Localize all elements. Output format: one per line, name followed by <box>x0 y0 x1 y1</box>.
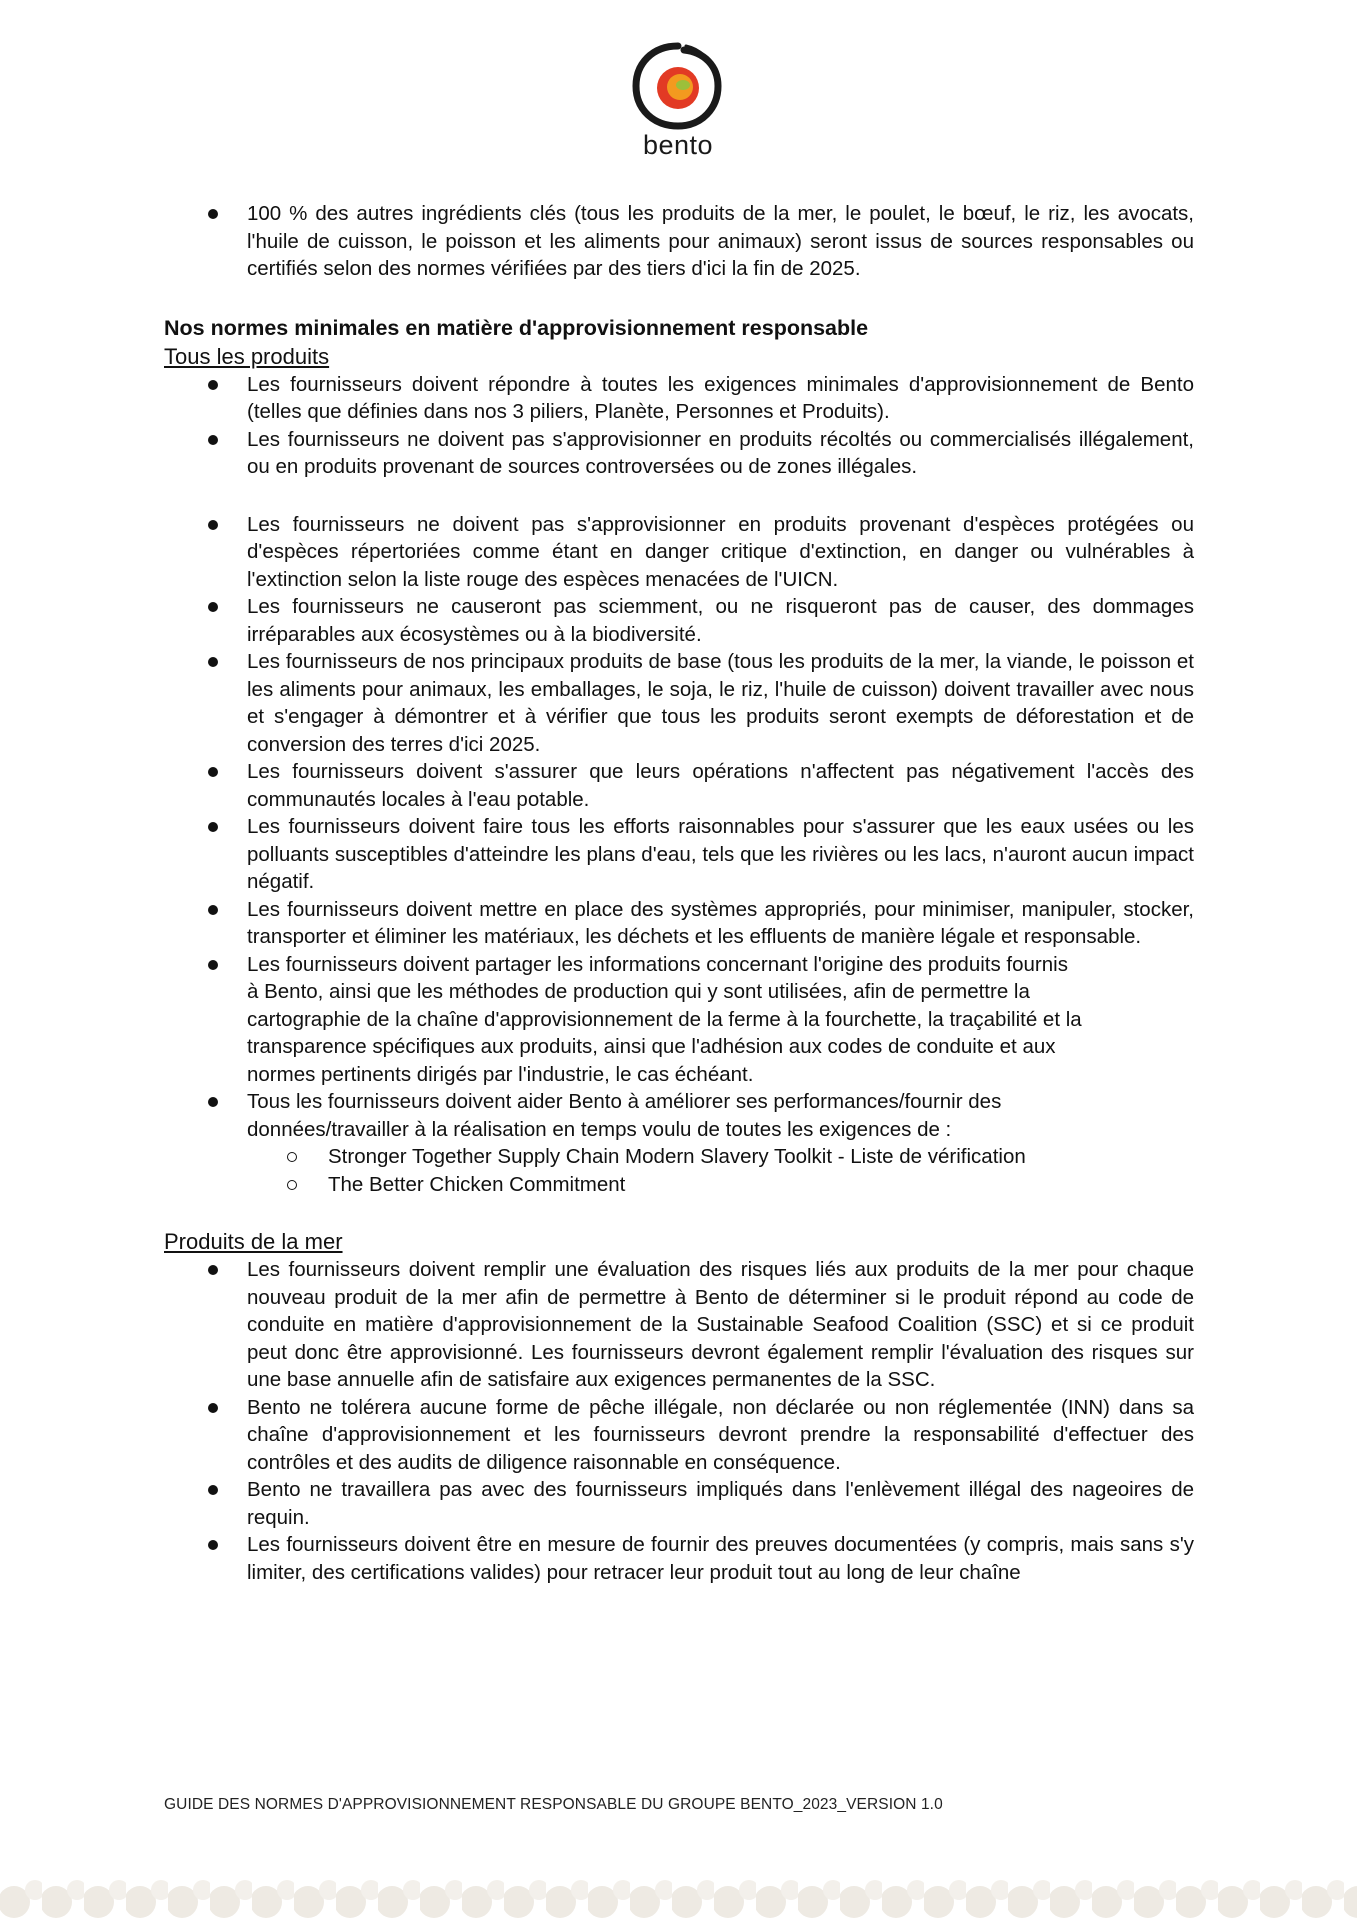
bento-logo <box>628 40 728 170</box>
bento-logo-icon <box>628 40 728 132</box>
list-item: Les fournisseurs doivent répondre à toutes les exigences minimales d'approvisionnement de Bento (telles que définies dans nos 3 piliers, Planète, Personnes et Produits). <box>164 371 1194 426</box>
list-item: Les fournisseurs doivent être en mesure de fournir des preuves documentées (y compris, mais sans s'y limiter, des certifications valides) pour retracer leur produit tout au long de leur chaîne <box>164 1531 1194 1586</box>
list-item-traceability: Les fournisseurs doivent partager les informations concernant l'origine des produits fournis à Bento, ainsi que les méthodes de production qui y sont utilisées, afin de permettre la cartographie de la chaîne d'approvisionnement de la ferme à la fourchette, la traçabilité et la transparence spécifiques aux produits, ainsi que l'adhésion aux codes de conduite et aux normes pertinents dirigés par l'industrie, le cas échéant. <box>164 951 1082 1089</box>
support-sublist <box>164 1143 1194 1198</box>
sublist-item: Stronger Together Supply Chain Modern Slavery Toolkit - Liste de vérification <box>164 1143 1194 1171</box>
subheading-seafood: Produits de la mer <box>164 1229 343 1254</box>
all-products-list-b <box>164 511 1194 1144</box>
all-products-list-a <box>164 371 1194 481</box>
list-item: Les fournisseurs ne doivent pas s'approvisionner en produits provenant d'espèces protégées ou d'espèces répertoriées comme étant en danger critique d'extinction, en danger ou vulnérables à l'extinction selon la liste rouge des espèces menacées de l'UICN. <box>164 511 1194 594</box>
list-item: Les fournisseurs doivent faire tous les efforts raisonnables pour s'assurer que les eaux usées ou les polluants susceptibles d'atteindre les plans d'eau, tels que les rivières ou les lacs, n'auront aucun impact négatif. <box>164 813 1194 896</box>
page-footer: GUIDE DES NORMES D'APPROVISIONNEMENT RESPONSABLE DU GROUPE BENTO_2023_VERSION 1.0 <box>164 1796 943 1813</box>
intro-list <box>164 200 1194 283</box>
sublist-item: The Better Chicken Commitment <box>164 1171 1194 1199</box>
list-item: 100 % des autres ingrédients clés (tous les produits de la mer, le poulet, le bœuf, le riz, les avocats, l'huile de cuisson, le poisson et les aliments pour animaux) seront issus de sources responsables ou certifiés selon des normes vérifiées par des tiers d'ici la fin de 2025. <box>164 200 1194 283</box>
support-text: Tous les fournisseurs doivent aider Bento à améliorer ses performances/fournir des données/travailler à la réalisation en temps voulu de toutes les exigences de : <box>247 1090 1002 1141</box>
list-item: Les fournisseurs ne causeront pas sciemment, ou ne risqueront pas de causer, des dommages irréparables aux écosystèmes ou à la biodiversité. <box>164 593 1194 648</box>
seafood-list <box>164 1256 1194 1586</box>
subheading-all-products: Tous les produits <box>164 343 330 369</box>
list-item: Bento ne travaillera pas avec des fournisseurs impliqués dans l'enlèvement illégal des nageoires de requin. <box>164 1476 1194 1531</box>
list-item-support <box>164 1088 1082 1143</box>
logo-wordmark: bento <box>642 130 714 160</box>
list-item: Les fournisseurs doivent s'assurer que leurs opérations n'affectent pas négativement l'accès des communautés locales à l'eau potable. <box>164 758 1194 813</box>
list-item: Les fournisseurs ne doivent pas s'approvisionner en produits récoltés ou commercialisés illégalement, ou en produits provenant de sources controversées ou de zones illégales. <box>164 426 1194 481</box>
document-body <box>164 200 1194 1586</box>
list-item: Bento ne tolérera aucune forme de pêche illégale, non déclarée ou non réglementée (INN) dans sa chaîne d'approvisionnement et les fournisseurs devront prendre la responsabilité d'effectuer des contrôles et des audits de diligence raisonnable en conséquence. <box>164 1394 1194 1477</box>
list-item: Les fournisseurs doivent remplir une évaluation des risques liés aux produits de la mer pour chaque nouveau produit de la mer afin de permettre à Bento de déterminer si le produit répond au code de conduite en matière d'approvisionnement de la Sustainable Seafood Coalition (SSC) et si ce produit peut donc être approvisionné. Les fournisseurs devront également remplir l'évaluation des risques sur une base annuelle afin de satisfaire aux exigences permanentes de la SSC. <box>164 1256 1194 1394</box>
section-title: Nos normes minimales en matière d'approvisionnement responsable <box>164 315 869 340</box>
decorative-band <box>0 1876 1357 1920</box>
list-item: Les fournisseurs doivent mettre en place des systèmes appropriés, pour minimiser, manipuler, stocker, transporter et éliminer les matériaux, les déchets et les effluents de manière légale et responsable. <box>164 896 1194 951</box>
list-item: Les fournisseurs de nos principaux produits de base (tous les produits de la mer, la viande, le poisson et les aliments pour animaux, les emballages, le soja, le riz, l'huile de cuisson) doivent travailler avec nous et s'engager à démontrer et à vérifier que tous les produits seront exempts de déforestation et de conversion des terres d'ici 2025. <box>164 648 1194 758</box>
